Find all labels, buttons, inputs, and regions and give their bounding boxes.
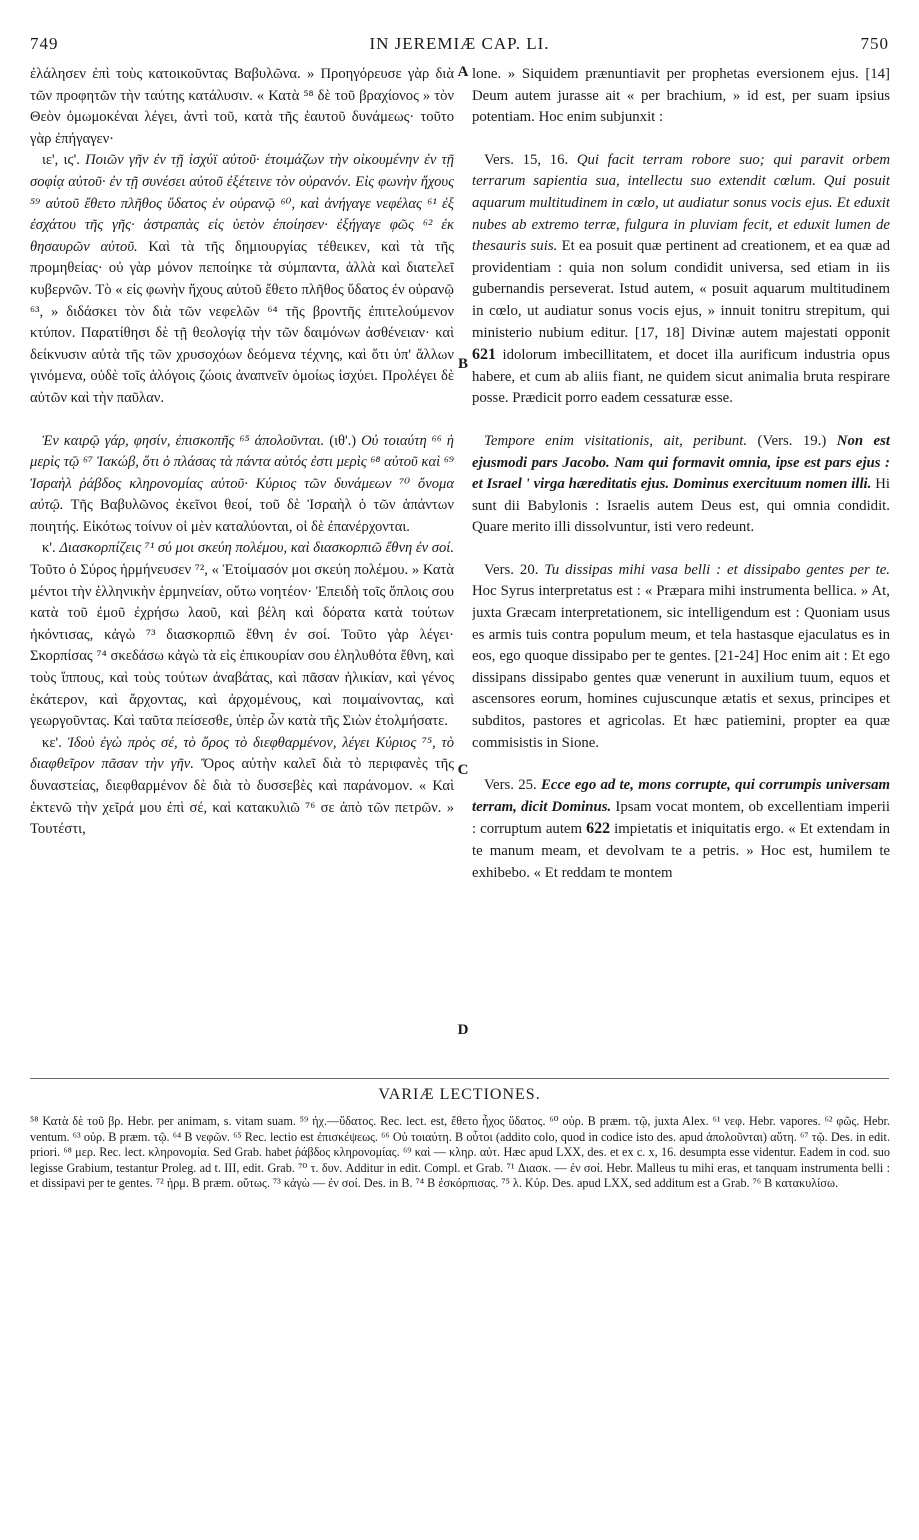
greek-paragraph: [30, 733, 454, 841]
greek-text: ἐλάλησεν ἐπὶ τοὺς κατοικοῦντας Βαβυλῶνα. » Προηγόρευσε γὰρ διὰ τῶν προφητῶν τὴν ταύτης κατάλυσιν. « Κατὰ ⁵⁸ δὲ τοῦ βραχίονος » τὸν Θεὸν ὀμωμοκέναι λέγει, ἀντὶ τοῦ, κατὰ τῆς ἑαυτοῦ δυνάμεως· τοῦτο γὰρ ἐπήγαγεν·: [30, 66, 454, 147]
greek-paragraph: [30, 64, 454, 150]
verse-number: Vers. 25.: [484, 777, 537, 794]
latin-column: [472, 64, 890, 1074]
scripture-quote: Οὐ τοιαύτη ⁶⁶ ἡ μερὶς τῷ ⁶⁷ Ἰακώβ, ὅτι ὁ πλάσας τὰ πάντα αὐτός ἐστι μερὶς ⁶⁸ αὐτοῦ καὶ ⁶⁹ Ἰσραὴλ ῥάβδος κληρονομίας αὐτοῦ· Κύριος τῶν δυνάμεων ⁷⁰ ὄνομα αὐτῷ.: [30, 432, 454, 514]
commentary-text: impietatis et iniquitatis ergo. « Et extendam in te manum meam, et devolvam te a petris. » Hoc est, humilem te exhibebo. « Et reddam te montem: [472, 821, 890, 881]
margin-letter-d: D: [457, 1022, 469, 1038]
commentary-text: Καὶ τὰ τῆς δημιουργίας τέθεικεν, καὶ τὰ τῆς προμηθείας· οὐ γὰρ μόνον πεποίηκε τὰ σύμπαντα, ἀλλὰ καὶ διατελεῖ κυβερνῶν. Τὸ « εἰς φωνὴν ἤχους αὐτοῦ ἔθετο πλῆθος ὕδατος ἐν οὐρανῷ ⁶³, » διδάσκει τὸν διὰ τῶν νεφελῶν ⁶⁴ τῆς βροντῆς ἐπιτελούμενον κτύπον. Παρατίθησι δὲ τῇ θεολογίᾳ τὴν τῶν δαιμόνων ἀσθένειαν· καὶ δείκνυσιν αὐτὰ τῆς τῶν χρυσοχόων δεόμενα τέχνης, καὶ ὅτι ὑπ' ἄλλων γινόμενα, οὐδὲ τοῖς ἀλόγοις ζώοις ἀναπνεῖν ὁμοίως ἰσχύει. Προλέγει δὲ αὐτῶν καὶ τὴν παῦλαν.: [30, 238, 454, 406]
verse-number: ιε', ιϛ'.: [42, 152, 80, 169]
column-page-marker: 621: [472, 346, 496, 364]
scripture-quote: Non est ejusmodi pars Jacobo. Nam qui formavit omnia, ipse est pars ejus : et Israel ' virga hæreditatis ejus. Dominus exercituum nomen illi.: [472, 432, 890, 493]
column-page-marker: 622: [586, 820, 611, 838]
divider: [30, 1078, 889, 1079]
verse-number: Vers. 15, 16.: [484, 151, 569, 168]
page-number-left: 749: [30, 34, 59, 53]
commentary-text: idolorum imbecillitatem, et docet illa aurificum industria opus habere, et cum ab aliis fiant, ne quidem sicut animalia bruta respirare posse. Prædicit porro eadem cessaturæ esse.: [472, 347, 890, 407]
scripture-quote: Ecce ego ad te, mons corrupte, qui corrumpis universam terram, dicit Dominus.: [472, 777, 890, 815]
verse-number: (ιθ'.): [329, 432, 357, 449]
verse-number: κε'.: [42, 734, 62, 751]
margin-letter-b: B: [457, 356, 468, 372]
verse-number: (Vers. 19.): [757, 432, 827, 449]
commentary-text: Ὄρος αὐτὴν καλεῖ διὰ τὸ περιφανὲς τῆς δυναστείας, διεφθαρμένον δὲ διὰ τὸ δυσσεβὲς καὶ παράνομον. « Καὶ ἐκτενῶ τὴν χεῖρά μου ἐπὶ σέ, καὶ κατακυλιῶ ⁷⁶ σε ἀπὸ τῶν πετρῶν. » Τουτέστι,: [30, 756, 454, 838]
commentary-text: Τοῦτο ὁ Σύρος ἡρμήνευσεν ⁷², « Ἑτοίμασόν μοι σκεύη πολέμου. » Κατὰ μέντοι τὴν ἑλληνικὴν ἑρμηνείαν, οὕτω νοητέον· Ἐπειδὴ τοῖς ὅπλοις σου κατὰ τοῦ ἐμοῦ ἐχρήσω λαοῦ, καὶ βέλη καὶ δόρατα κατὰ τούτων ἠκόντισας, κἀγὼ ⁷³ διασκορπιῶ ἔθνη ἐν σοί. Τοῦτο γὰρ λέγει· Σκορπίσας ⁷⁴ σκεδάσω κἀγὼ τὰ εἰς ἐπικουρίαν σου ἐληλυθότα ἔθνη, καὶ τοὺς ἵππους, καὶ τοὺς τούτων ἀναβάτας, καὶ πᾶσαν ἡλικίαν, καὶ γένος ἑκάτερον, καὶ ἄρχοντας, καὶ ἀρχομένους, καὶ ποιμαίνοντας, καὶ γεωργοῦντας. Καὶ ταῦτα πείσεσθε, ὑπὲρ ὧν κατὰ τῆς Σιὼν ἐτολμήσατε.: [30, 562, 454, 730]
scripture-quote: Ἐν καιρῷ γάρ, φησίν, ἐπισκοπῆς ⁶⁵ ἀπολοῦνται.: [42, 432, 325, 449]
scripture-quote: Tempore enim visitationis, ait, peribunt.: [484, 432, 748, 449]
greek-paragraph: [30, 538, 454, 732]
latin-paragraph: [472, 64, 890, 129]
commentary-text: Τῆς Βαβυλῶνος ἐκεῖνοι θεοί, τοῦ δὲ Ἰσραὴλ ὁ τῶν ἁπάντων ποιητής. Εἰκότως τοίνυν οἱ μὲν καταλύονται, οἱ δὲ ἐπανέρχονται.: [30, 497, 454, 535]
variae-lectiones-title: VARIÆ LECTIONES.: [378, 1086, 541, 1103]
latin-paragraph: [472, 560, 890, 754]
latin-text: lone. » Siquidem prænuntiavit per prophetas eversionem ejus. [14] Deum autem jurasse ait « per brachium, » id est, per suam ipsius potentiam. Hoc enim subjunxit :: [472, 66, 890, 126]
scripture-quote: Διασκορπίζεις ⁷¹ σύ μοι σκεύη πολέμου, καὶ διασκορπιῶ ἔθνη ἐν σοί.: [59, 540, 454, 557]
greek-column: [30, 64, 454, 1074]
greek-paragraph: [30, 150, 454, 409]
latin-paragraph: [472, 150, 890, 410]
greek-paragraph: [30, 431, 454, 539]
commentary-text: Et ea posuit quæ pertinent ad creationem, et ea quæ ad providentiam : quia non solum condidit universa, sed etiam in iis gubernandis perseverat. Istud autem, « posuit aquarum multitudinem in cœlo, ut audiatur sonus vocis ejus, » innuit tonitru strepitum, qui ministerio nubium editur. [17, 18] Divinæ autem majestati opponit: [472, 238, 890, 341]
latin-paragraph: [472, 775, 890, 884]
running-header: [30, 34, 889, 54]
commentary-text: Hi sunt dii Babylonis : Israelis autem Deus est, qui omnia condidit. Quare merito illi dissolvuntur, isti vero redeunt.: [472, 476, 890, 536]
scripture-quote: Tu dissipas mihi vasa belli : et dissipabo gentes per te.: [544, 561, 890, 578]
margin-letter-c: C: [457, 762, 469, 778]
margin-letter-a: A: [457, 64, 469, 80]
latin-paragraph: [472, 431, 890, 539]
running-title: IN JEREMIÆ CAP. LI.: [369, 34, 550, 53]
scripture-quote: Ποιῶν γῆν ἐν τῇ ἰσχύϊ αὐτοῦ· ἑτοιμάζων τὴν οἰκουμένην ἐν τῇ σοφίᾳ αὐτοῦ· ἐν τῇ συνέσει αὐτοῦ ἐξέτεινε τὸν οὐρανόν. Εἰς φωνὴν ἤχους ⁵⁹ αὐτοῦ ἔθετο πλῆθος ὕδατος ἐν οὐρανῷ ⁶⁰, καὶ ἀνήγαγε νεφέλας ⁶¹ ἐξ ἐσχάτου τῆς γῆς· ἀστραπὰς εἰς ὑετὸν ἐποίησεν· ἐξήγαγε φῶς ⁶² ἐκ θησαυρῶν αὐτοῦ.: [30, 152, 454, 255]
scripture-quote: Qui facit terram robore suo; qui paravit orbem terrarum sapientia sua, intellectu suo extendit cœlum. Qui posuit aquarum multitudinem in cœlo, ut audiatur sonus vocis ejus. Et eduxit nubes ab extremo terræ, fulgura in pluviam fecit, et eduxit lumen de thesauris suis.: [472, 151, 890, 255]
scripture-quote: Ἰδοὺ ἐγὼ πρὸς σέ, τὸ ὄρος τὸ διεφθαρμένον, λέγει Κύριος ⁷⁵, τὸ διαφθεῖρον πᾶσαν τὴν γῆν.: [30, 734, 454, 773]
page-number-right: 750: [860, 34, 889, 53]
commentary-text: Ipsam vocat montem, ob excellentiam imperii : corruptum autem: [472, 798, 890, 838]
verse-number: κ'.: [42, 540, 56, 557]
verse-number: Vers. 20.: [484, 561, 539, 578]
variae-lectiones-notes: ⁵⁸ Κατὰ δὲ τοῦ βρ. Hebr. per animam, s. vitam suam. ⁵⁹ ἠχ.—ὕδατος. Rec. lect. est, ἔθετο ἦχος ὕδατος. ⁶⁰ οὐρ. B præm. τῷ, juxta Alex. ⁶¹ νεφ. Hebr. vapores. ⁶² φῶς. Hebr. ventum. ⁶³ οὐρ. B præm. τῷ. ⁶⁴ B νεφῶν. ⁶⁵ Rec. lectio est ἐπισκέψεως. ⁶⁶ Οὐ τοιαύτη. B οὗτοι (addito colo, quod in codice isto des. apud ἀπολοῦνται) αὕτη. ⁶⁷ τῷ. Des. in edit. priori. ⁶⁸ μερ. Rec. lect. κληρονομία. Sed Grab. habet ῥάβδος κληρονομίας. ⁶⁹ καὶ — κληρ. αὐτ. Hæc apud LXX, des. et ex c. x, 16. desumpta esse videntur. Eadem in cod. suo legisse Grabium, testantur Proleg. ad t. III, edit. Grab. ⁷⁰ τ. δυν. Additur in edit. Compl. et Grab. ⁷¹ Διασκ. — ἐν σοί. Hebr. Malleus tu mihi eras, et tanquam instrumenta belli : et dissipavi per te gentes. ⁷² ἡρμ. B præm. οὕτως. ⁷³ κἀγὼ — ἐν σοί. Des. in B. ⁷⁴ B ἐσκόρπισας. ⁷⁵ λ. Κύρ. Des. apud LXX, sed additum est a Grab. ⁷⁶ B κατακυλίσω.: [30, 1114, 890, 1191]
commentary-text: Hoc Syrus interpretatus est : « Præpara mihi instrumenta bellica. » At, juxta Græcam interpretationem, sic intelligendum est : Quoniam usus es armis tuis contra populum meum, et tela hastasque ejaculatus es in eos, ego quoque dissipabo per te gentes. [21-24] Hoc enim ait : Et ego dissipans dissipabo gentes quæ venerunt in auxilium tuum, equos et ascensores eorum, homines cujuscunque ætatis et sexus, principes et subditos, pastores et agricolas. Et hæc patiemini, propter ea quæ commisistis in Sione.: [472, 583, 890, 751]
